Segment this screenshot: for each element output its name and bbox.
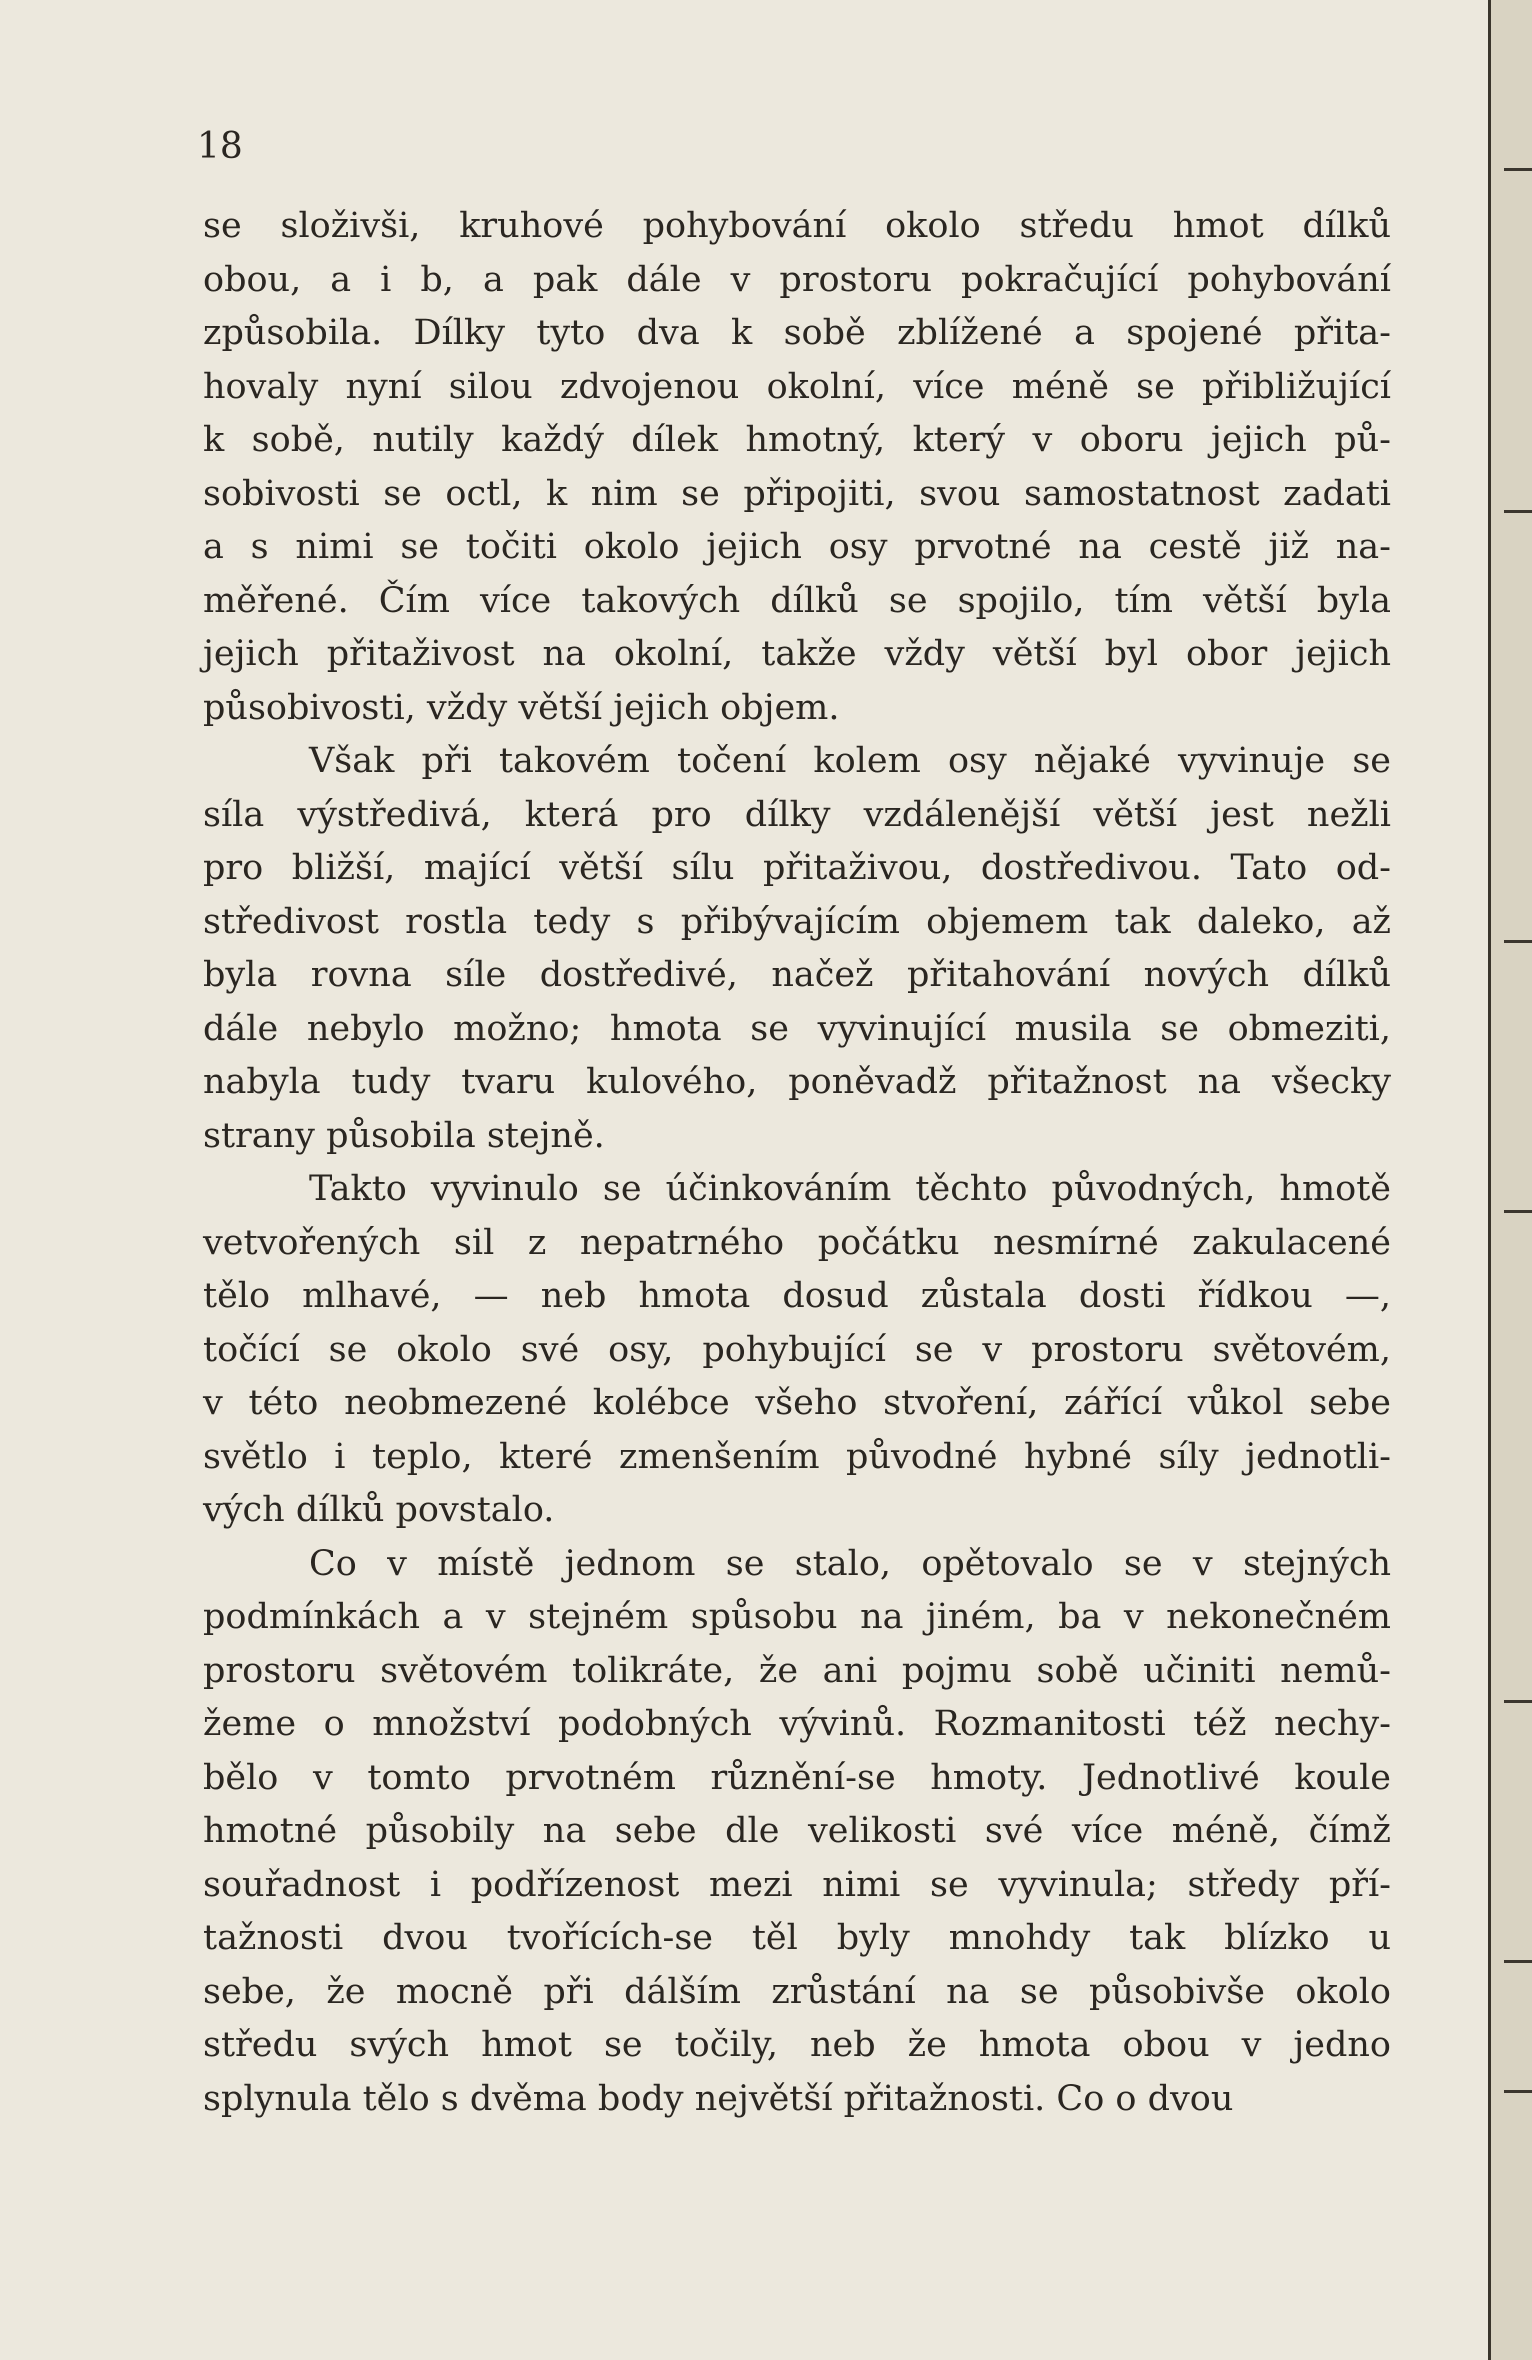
text-line: hmotné působily na sebe dle velikosti své více méně, čímž [203,1811,1391,1851]
text-line: měřené. Čím více takových dílků se spojilo, tím větší byla [203,580,1391,621]
paragraph [203,735,1391,1163]
text-line: prostoru světovém tolikráte, že ani pojmu sobě učiniti nemů- [203,1650,1391,1691]
paragraph [203,1538,1391,2127]
edge-mark [1504,510,1532,513]
text-line: Takto vyvinulo se účinkováním těchto původných, hmotě [309,1169,1391,1209]
body-text [203,200,1391,2126]
paragraph [203,200,1391,735]
text-line: obou, a i b, a pak dále v prostoru pokračující pohybování [203,259,1391,300]
text-line: podmínkách a v stejném spůsobu na jiném, ba v nekonečném [203,1597,1391,1637]
text-line: způsobila. Dílky tyto dva k sobě zblížené a spojené přita- [203,313,1391,353]
text-line: vých dílků povstalo. [203,1490,555,1530]
text-line: točící se okolo své osy, pohybující se v prostoru světovém, [203,1329,1391,1370]
text-line: souřadnost i podřízenost mezi nimi se vyvinula; středy pří- [203,1864,1391,1905]
text-line: se složivši, kruhové pohybování okolo středu hmot dílků [203,206,1391,246]
text-line: světlo i teplo, které zmenšením původné hybné síly jednotli- [203,1436,1391,1477]
paragraph [203,1163,1391,1538]
text-line: sobivosti se octl, k nim se připojiti, svou samostatnost zadati [203,473,1391,514]
text-line: hovaly nyní silou zdvojenou okolní, více méně se přibližující [203,366,1391,407]
text-line: Co v místě jednom se stalo, opětovalo se v stejných [309,1543,1391,1584]
text-line: středivost rostla tedy s přibývajícím objemem tak daleko, až [203,901,1391,942]
edge-mark [1504,168,1532,171]
text-line: v této neobmezené kolébce všeho stvoření, zářící vůkol sebe [203,1383,1391,1423]
text-line: jejich přitaživost na okolní, takže vždy větší byl obor jejich [203,634,1391,674]
text-line: a s nimi se točiti okolo jejich osy prvotné na cestě již na- [203,527,1391,567]
edge-mark [1504,940,1532,943]
text-line: strany působila stejně. [203,1115,605,1156]
text-line: vetvořených sil z nepatrného počátku nesmírné zakulacené [203,1222,1391,1263]
edge-mark [1504,1960,1532,1963]
text-line: působivosti, vždy větší jejich objem. [203,687,840,728]
page-number: 18 [197,126,243,167]
text-line: byla rovna síle dostředivé, načež přitahování nových dílků [203,955,1391,995]
text-line: splynula tělo s dvěma body největší přitažnosti. Co o dvou [203,2078,1234,2119]
edge-mark [1504,1210,1532,1213]
edge-mark [1504,2090,1532,2093]
text-line: síla výstředivá, která pro dílky vzdálenější větší jest nežli [203,794,1391,835]
text-line: pro bližší, mající větší sílu přitaživou, dostředivou. Tato od- [203,848,1391,888]
edge-mark [1504,1700,1532,1703]
text-line: nabyla tudy tvaru kulového, poněvadž přitažnost na všecky [203,1062,1391,1102]
text-line: žeme o množství podobných vývinů. Rozmanitosti též nechy- [203,1704,1391,1744]
text-line: k sobě, nutily každý dílek hmotný, který v oboru jejich pů- [203,420,1391,460]
text-line: tělo mlhavé, — neb hmota dosud zůstala dosti řídkou —, [203,1276,1391,1316]
text-line: středu svých hmot se točily, neb že hmota obou v jedno [203,2025,1391,2065]
text-line: tažnosti dvou tvořících-se těl byly mnohdy tak blízko u [203,1918,1391,1958]
text-line: bělo v tomto prvotném různění-se hmoty. Jednotlivé koule [203,1757,1391,1798]
text-line: sebe, že mocně při dálším zrůstání na se působivše okolo [203,1971,1391,2012]
adjacent-page-edge [1488,0,1532,2360]
text-line: dále nebylo možno; hmota se vyvinující musila se obmeziti, [203,1008,1391,1049]
text-line: Však při takovém točení kolem osy nějaké vyvinuje se [309,741,1391,781]
